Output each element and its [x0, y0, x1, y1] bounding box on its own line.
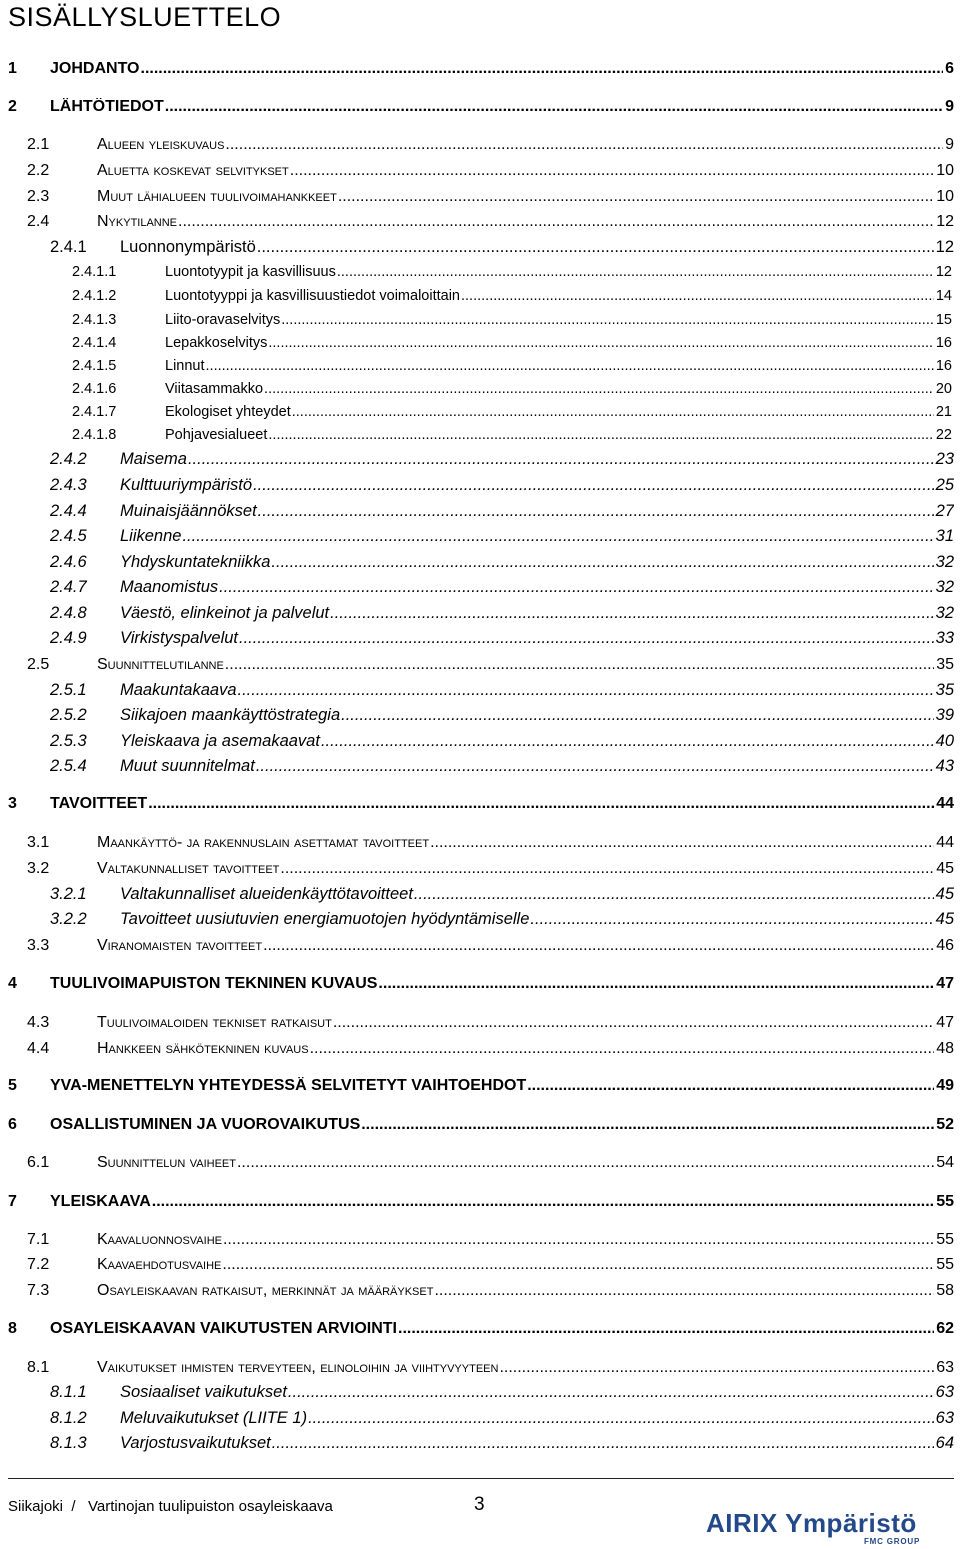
- toc-leader: [281, 312, 934, 328]
- toc-number: 4.3: [27, 1014, 50, 1031]
- toc-number: 3.2.2: [50, 910, 87, 928]
- toc-entry[interactable]: [8, 1320, 954, 1338]
- toc-number: 2.4.9: [50, 629, 87, 647]
- toc-label: Viranomaisten tavoitteet: [97, 937, 263, 954]
- toc-label: Yhdyskuntatekniikka: [120, 553, 271, 571]
- toc-label: Siikajoen maankäyttöstrategia: [120, 706, 341, 724]
- toc-entry[interactable]: [8, 60, 954, 78]
- toc-leader: [225, 136, 943, 154]
- toc-label: Yleiskaava ja asemakaavat: [120, 732, 320, 750]
- toc-leader: [223, 1231, 934, 1249]
- toc-page: 62: [936, 1320, 954, 1337]
- toc-leader: [527, 1077, 934, 1095]
- toc-number: 8.1: [27, 1359, 50, 1376]
- toc-number: 7: [8, 1193, 17, 1210]
- toc-leader: [341, 706, 934, 725]
- toc-number: 3: [8, 795, 17, 812]
- toc-label: Maakuntakaava: [120, 681, 237, 699]
- toc-leader: [378, 975, 934, 993]
- toc-page: 14: [935, 288, 952, 304]
- toc-page: 20: [935, 381, 952, 397]
- toc-number: 2.5.3: [50, 732, 87, 750]
- toc-number: 4.4: [27, 1040, 50, 1057]
- toc-label: Muinaisjäännökset: [120, 502, 257, 520]
- toc-leader: [238, 681, 934, 700]
- toc-label: LÄHTÖTIEDOT: [50, 98, 164, 115]
- footer-document-title: Siikajoki / Vartinojan tuulipuiston osayleiskaava: [8, 1498, 333, 1515]
- toc-page: 63: [935, 1409, 954, 1427]
- toc-entry[interactable]: [27, 834, 954, 852]
- toc-label: Ekologiset yhteydet: [165, 404, 291, 420]
- toc-page: 32: [935, 553, 954, 571]
- toc-leader: [434, 1282, 934, 1300]
- toc-number: 2.4.5: [50, 527, 87, 545]
- toc-number: 2.5.4: [50, 757, 87, 775]
- toc-number: 7.1: [27, 1231, 50, 1248]
- toc-page: 63: [935, 1383, 954, 1401]
- toc-entry[interactable]: [50, 578, 954, 597]
- toc-number: 2.4.1.8: [72, 427, 117, 443]
- toc-page: 48: [936, 1040, 954, 1057]
- toc-page: 64: [935, 1434, 954, 1452]
- toc-number: 2.4.4: [50, 502, 87, 520]
- toc-entry[interactable]: [8, 975, 954, 993]
- toc-entry[interactable]: [72, 312, 952, 328]
- toc-label: YVA-MENETTELYN YHTEYDESSÄ SELVITETYT VAIHTOEHDOT: [50, 1077, 527, 1094]
- toc-page: 6: [945, 60, 954, 77]
- toc-label: Aluetta koskevat selvitykset: [97, 162, 289, 179]
- toc-label: Maanomistus: [120, 578, 219, 596]
- toc-entry[interactable]: [50, 1383, 954, 1402]
- toc-entry[interactable]: [50, 1409, 954, 1428]
- toc-entry[interactable]: [50, 476, 954, 495]
- toc-leader: [268, 427, 933, 443]
- toc-entry[interactable]: [27, 213, 954, 231]
- toc-entry[interactable]: [27, 1231, 954, 1249]
- toc-number: 2.5.2: [50, 706, 87, 724]
- toc-number: 2.4.1.1: [72, 264, 117, 280]
- toc-entry[interactable]: [72, 381, 952, 397]
- toc-label: Muut lähialueen tuulivoimahankkeet: [97, 188, 337, 205]
- toc-label: Nykytilanne: [97, 213, 178, 230]
- toc-leader: [333, 1014, 934, 1032]
- toc-page: 46: [936, 937, 954, 954]
- toc-label: Muut suunnitelmat: [120, 757, 255, 775]
- toc-leader: [264, 381, 934, 397]
- toc-leader: [499, 1359, 934, 1377]
- toc-page: 27: [935, 502, 954, 520]
- logo-wordmark: AIRIX Ympäristö: [706, 1508, 917, 1538]
- toc-page: 45: [936, 860, 954, 877]
- toc-entry[interactable]: [50, 527, 954, 546]
- toc-leader: [361, 1116, 934, 1134]
- toc-leader: [268, 335, 934, 351]
- toc-leader: [222, 1256, 934, 1274]
- toc-leader: [263, 937, 934, 955]
- toc-label: TAVOITTEET: [50, 795, 148, 812]
- toc-page: 23: [935, 450, 954, 468]
- toc-number: 2.4.1: [50, 238, 87, 256]
- toc-entry[interactable]: [27, 188, 954, 206]
- toc-label: Meluvaikutukset (LIITE 1): [120, 1409, 308, 1427]
- toc-page: 12: [936, 213, 954, 230]
- toc-leader: [308, 1409, 934, 1428]
- toc-label: Valtakunnalliset tavoitteet: [97, 860, 280, 877]
- footer-divider: [8, 1478, 954, 1479]
- toc-entry[interactable]: [50, 910, 954, 929]
- toc-page: 31: [935, 527, 954, 545]
- toc-page: 12: [935, 264, 952, 280]
- toc-label: Vaikutukset ihmisten terveyteen, elinoloihin ja viihtyvyyteen: [97, 1359, 499, 1376]
- toc-label: Valtakunnalliset alueidenkäyttötavoitteet: [120, 885, 413, 903]
- toc-number: 8.1.2: [50, 1409, 87, 1427]
- toc-label: YLEISKAAVA: [50, 1193, 151, 1210]
- toc-leader: [337, 264, 934, 280]
- toc-label: Suunnittelun vaiheet: [97, 1154, 236, 1171]
- toc-page: 32: [935, 578, 954, 596]
- toc-label: Varjostusvaikutukset: [120, 1434, 271, 1452]
- toc-number: 2.1: [27, 136, 50, 153]
- toc-page: 35: [935, 681, 954, 699]
- toc-leader: [330, 604, 934, 623]
- toc-entry[interactable]: [8, 98, 954, 116]
- toc-page: 52: [936, 1116, 954, 1133]
- toc-number: 2.5.1: [50, 681, 87, 699]
- toc-label: JOHDANTO: [50, 60, 140, 77]
- toc-leader: [461, 288, 934, 304]
- toc-page: 43: [935, 757, 954, 775]
- toc-number: 2.4.1.3: [72, 312, 117, 328]
- toc-label: Kaavaehdotusvaihe: [97, 1256, 222, 1273]
- toc-label: Alueen yleiskuvaus: [97, 136, 225, 153]
- toc-page: 10: [936, 162, 954, 179]
- toc-number: 2.4.1.7: [72, 404, 117, 420]
- toc-leader: [257, 238, 934, 257]
- toc-leader: [338, 188, 934, 206]
- page-title: SISÄLLYSLUETTELO: [8, 2, 282, 32]
- toc-number: 2.4.2: [50, 450, 87, 468]
- toc-entry[interactable]: [50, 681, 954, 700]
- toc-label: Kulttuuriympäristö: [120, 476, 253, 494]
- toc-leader: [178, 213, 934, 231]
- toc-number: 2.4.1.2: [72, 288, 117, 304]
- toc-entry[interactable]: [72, 358, 952, 374]
- toc-label: Maisema: [120, 450, 187, 468]
- toc-page: 9: [945, 98, 954, 115]
- toc-page: 55: [936, 1256, 954, 1273]
- toc-leader: [430, 834, 934, 852]
- toc-leader: [141, 60, 944, 78]
- toc-number: 2.4.7: [50, 578, 87, 596]
- toc-number: 5: [8, 1077, 17, 1094]
- toc-entry[interactable]: [8, 1077, 954, 1095]
- toc-number: 8: [8, 1320, 17, 1337]
- toc-leader: [237, 1154, 934, 1172]
- toc-leader: [271, 553, 933, 572]
- toc-label: Luontotyyppi ja kasvillisuustiedot voimaloittain: [165, 288, 460, 304]
- toc-label: Liito-oravaselvitys: [165, 312, 281, 328]
- toc-label: Luonnonympäristö: [120, 238, 256, 256]
- toc-entry[interactable]: [50, 604, 954, 623]
- toc-label: Suunnittelutilanne: [97, 656, 224, 673]
- toc-label: OSAYLEISKAAVAN VAIKUTUSTEN ARVIOINTI: [50, 1320, 397, 1337]
- toc-number: 2.5: [27, 656, 50, 673]
- toc-number: 8.1.3: [50, 1434, 87, 1452]
- toc-entry[interactable]: [27, 1154, 954, 1172]
- toc-entry[interactable]: [27, 1359, 954, 1377]
- toc-entry[interactable]: [27, 860, 954, 878]
- toc-leader: [225, 656, 934, 674]
- toc-label: Liikenne: [120, 527, 182, 545]
- toc-page: 22: [935, 427, 952, 443]
- toc-label: Hankkeen sähkötekninen kuvaus: [97, 1040, 309, 1057]
- toc-leader: [292, 404, 934, 420]
- toc-page: 63: [936, 1359, 954, 1376]
- toc-number: 2.2: [27, 162, 50, 179]
- toc-entry[interactable]: [27, 937, 954, 955]
- toc-label: Viitasammakko: [165, 381, 264, 397]
- toc-entry[interactable]: [72, 335, 952, 351]
- toc-page: 47: [936, 1014, 954, 1031]
- toc-entry[interactable]: [50, 885, 954, 904]
- toc-number: 2.4: [27, 213, 50, 230]
- toc-page: 16: [935, 358, 952, 374]
- toc-page: 49: [936, 1077, 954, 1094]
- toc-entry[interactable]: [27, 136, 954, 154]
- toc-page: 32: [935, 604, 954, 622]
- toc-entry[interactable]: [27, 1282, 954, 1300]
- toc-page: 39: [935, 706, 954, 724]
- toc-number: 2.4.1.5: [72, 358, 117, 374]
- toc-page: 21: [935, 404, 952, 420]
- toc-number: 3.3: [27, 937, 50, 954]
- toc-entry[interactable]: [72, 264, 952, 280]
- toc-label: Osayleiskaavan ratkaisut, merkinnät ja määräykset: [97, 1282, 434, 1299]
- toc-leader: [165, 98, 943, 116]
- toc-label: Linnut: [165, 358, 205, 374]
- toc-entry[interactable]: [50, 706, 954, 725]
- toc-entry[interactable]: [27, 1256, 954, 1274]
- toc-leader: [219, 578, 934, 597]
- toc-page: 33: [935, 629, 954, 647]
- toc-label: Tuulivoimaloiden tekniset ratkaisut: [97, 1014, 332, 1031]
- toc-entry[interactable]: [50, 502, 954, 521]
- toc-entry[interactable]: [72, 404, 952, 420]
- toc-entry[interactable]: [50, 238, 954, 257]
- toc-entry[interactable]: [50, 450, 954, 469]
- toc-number: 2.3: [27, 188, 50, 205]
- toc-entry[interactable]: [50, 1434, 954, 1453]
- toc-label: Virkistyspalvelut: [120, 629, 238, 647]
- toc-page: 45: [935, 885, 954, 903]
- toc-page: 45: [935, 910, 954, 928]
- toc-number: 6.1: [27, 1154, 50, 1171]
- toc-leader: [321, 732, 934, 751]
- toc-number: 2.4.3: [50, 476, 87, 494]
- toc-label: Kaavaluonnosvaihe: [97, 1231, 222, 1248]
- toc-number: 1: [8, 60, 17, 77]
- toc-number: 3.2.1: [50, 885, 87, 903]
- toc-page: 10: [936, 188, 954, 205]
- toc-entry[interactable]: [50, 757, 954, 776]
- toc-entry[interactable]: [72, 288, 952, 304]
- footer-page-number: 3: [474, 1494, 485, 1515]
- toc-page: 44: [936, 834, 954, 851]
- toc-leader: [239, 629, 934, 648]
- toc-number: 3.2: [27, 860, 50, 877]
- toc-page: 55: [936, 1193, 954, 1210]
- toc-number: 6: [8, 1116, 17, 1133]
- toc-entry[interactable]: [8, 795, 954, 813]
- toc-page: 47: [936, 975, 954, 992]
- toc-leader: [290, 162, 934, 180]
- toc-number: 3.1: [27, 834, 50, 851]
- toc-page: 25: [935, 476, 954, 494]
- toc-page: 40: [935, 732, 954, 750]
- toc-page: 44: [936, 795, 954, 812]
- toc-leader: [288, 1383, 934, 1402]
- toc-number: 4: [8, 975, 17, 992]
- toc-entry[interactable]: [27, 1014, 954, 1032]
- toc-number: 2.4.8: [50, 604, 87, 622]
- toc-page: 35: [936, 656, 954, 673]
- toc-leader: [253, 476, 934, 495]
- toc-leader: [280, 860, 934, 878]
- toc-entry[interactable]: [50, 629, 954, 648]
- toc-leader: [258, 502, 934, 521]
- toc-entry[interactable]: [8, 1116, 954, 1134]
- toc-entry[interactable]: [50, 732, 954, 751]
- toc-leader: [148, 795, 934, 813]
- toc-number: 8.1.1: [50, 1383, 87, 1401]
- toc-label: Väestö, elinkeinot ja palvelut: [120, 604, 330, 622]
- logo-subtext: FMC GROUP: [864, 1537, 921, 1546]
- toc-leader: [256, 757, 934, 776]
- toc-entry[interactable]: [27, 162, 954, 180]
- toc-number: 2.4.1.6: [72, 381, 117, 397]
- toc-label: OSALLISTUMINEN JA VUOROVAIKUTUS: [50, 1116, 361, 1133]
- toc-page: 16: [935, 335, 952, 351]
- toc-number: 7.2: [27, 1256, 50, 1273]
- toc-entry[interactable]: [72, 427, 952, 443]
- toc-leader: [310, 1040, 935, 1058]
- toc-label: Lepakkoselvitys: [165, 335, 268, 351]
- toc-number: 7.3: [27, 1282, 50, 1299]
- toc-leader: [272, 1434, 934, 1453]
- toc-label: Luontotyypit ja kasvillisuus: [165, 264, 336, 280]
- toc-number: 2.4.1.4: [72, 335, 117, 351]
- toc-leader: [530, 910, 933, 929]
- toc-page: 15: [935, 312, 952, 328]
- toc-leader: [206, 358, 934, 374]
- toc-label: Sosiaaliset vaikutukset: [120, 1383, 287, 1401]
- toc-leader: [414, 885, 934, 904]
- toc-entry[interactable]: [27, 656, 954, 674]
- toc-page: 58: [936, 1282, 954, 1299]
- toc-label: TUULIVOIMAPUISTON TEKNINEN KUVAUS: [50, 975, 378, 992]
- toc-leader: [398, 1320, 934, 1338]
- toc-number: 2.4.6: [50, 553, 87, 571]
- toc-entry[interactable]: [8, 1193, 954, 1211]
- toc-entry[interactable]: [27, 1040, 954, 1058]
- toc-page: 55: [936, 1231, 954, 1248]
- toc-label: Pohjavesialueet: [165, 427, 268, 443]
- toc-page: 9: [945, 136, 954, 153]
- toc-page: 54: [936, 1154, 954, 1171]
- toc-number: 2: [8, 98, 17, 115]
- company-logo: [706, 1508, 954, 1544]
- toc-leader: [152, 1193, 934, 1211]
- toc-page: 12: [935, 238, 954, 256]
- toc-label: Maankäyttö- ja rakennuslain asettamat tavoitteet: [97, 834, 430, 851]
- toc-leader: [188, 450, 934, 469]
- toc-entry[interactable]: [50, 553, 954, 572]
- toc-leader: [182, 527, 933, 546]
- toc-label: Tavoitteet uusiutuvien energiamuotojen hyödyntämiselle: [120, 910, 530, 928]
